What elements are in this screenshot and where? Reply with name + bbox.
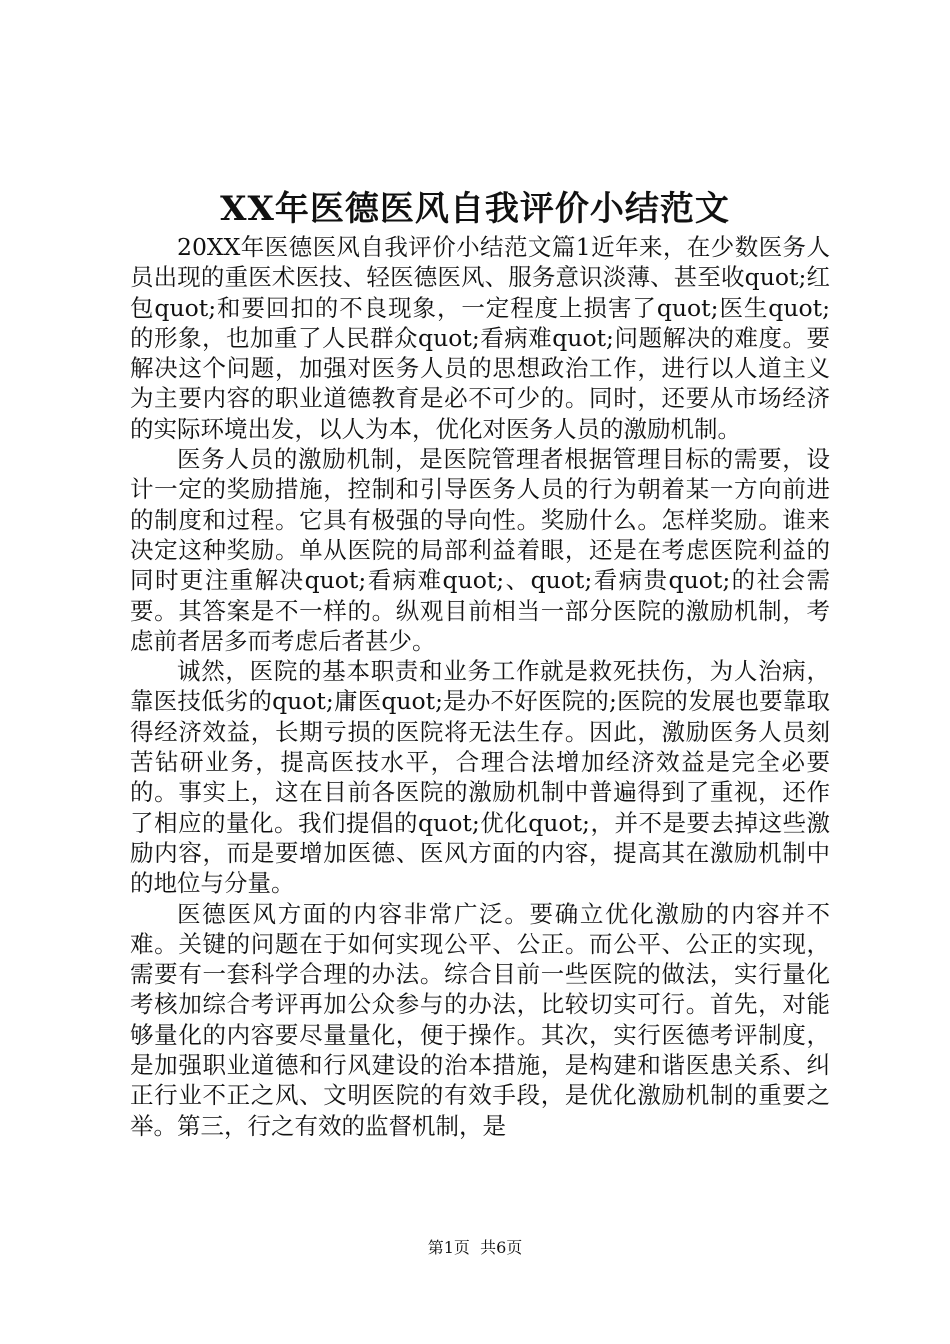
page-footer xyxy=(0,1237,950,1259)
document-title: XX年医德医风自我评价小结范文 xyxy=(220,189,730,229)
paragraph: 20XX年医德医风自我评价小结范文篇1近年来，在少数医务人员出现的重医术医技、轻医德医风、服务意识淡薄、甚至收quot;红包quot;和要回扣的不良现象，一定程度上损害了quot;医生quot;的形象，也加重了人民群众quot;看病难quot;问题解决的难度。要解决这个问题，加强对医务人员的思想政治工作，进行以人道主义为主要内容的职业道德教育是必不可少的。同时，还要从市场经济的实际环境出发，以人为本，优化对医务人员的激励机制。 xyxy=(130,233,830,443)
paragraph: 医德医风方面的内容非常广泛。要确立优化激励的内容并不难。关键的问题在于如何实现公平、公正。而公平、公正的实现，需要有一套科学合理的办法。综合目前一些医院的做法，实行量化考核加综合考评再加公众参与的办法，比较切实可行。首先，对能够量化的内容要尽量量化，便于操作。其次，实行医德考评制度，是加强职业道德和行风建设的治本措施，是构建和谐医患关系、纠正行业不正之风、文明医院的有效手段，是优化激励机制的重要之举。第三，行之有效的监督机制，是 xyxy=(130,899,830,1140)
paragraph: 诚然，医院的基本职责和业务工作就是救死扶伤，为人治病，靠医技低劣的quot;庸医quot;是办不好医院的;医院的发展也要靠取得经济效益，长期亏损的医院将无法生存。因此，激励医务人员刻苦钻研业务，提高医技水平，合理合法增加经济效益是完全必要的。事实上，这在目前各医院的激励机制中普遍得到了重视，还作了相应的量化。我们提倡的quot;优化quot;，并不是要去掉这些激励内容，而是要增加医德、医风方面的内容，提高其在激励机制中的地位与分量。 xyxy=(130,657,830,898)
document-body xyxy=(130,232,830,1141)
paragraph: 医务人员的激励机制，是医院管理者根据管理目标的需要，设计一定的奖励措施，控制和引导医务人员的行为朝着某一方向前进的制度和过程。它具有极强的导向性。奖励什么。怎样奖励。谁来决定这种奖励。单从医院的局部利益着眼，还是在考虑医院利益的同时更注重解决quot;看病难quot;、quot;看病贵quot;的社会需要。其答案是不一样的。纵观目前相当一部分医院的激励机制，考虑前者居多而考虑后者甚少。 xyxy=(130,445,830,655)
page-total: 共6页 xyxy=(480,1238,523,1257)
page-number: 第1页 xyxy=(427,1238,470,1257)
